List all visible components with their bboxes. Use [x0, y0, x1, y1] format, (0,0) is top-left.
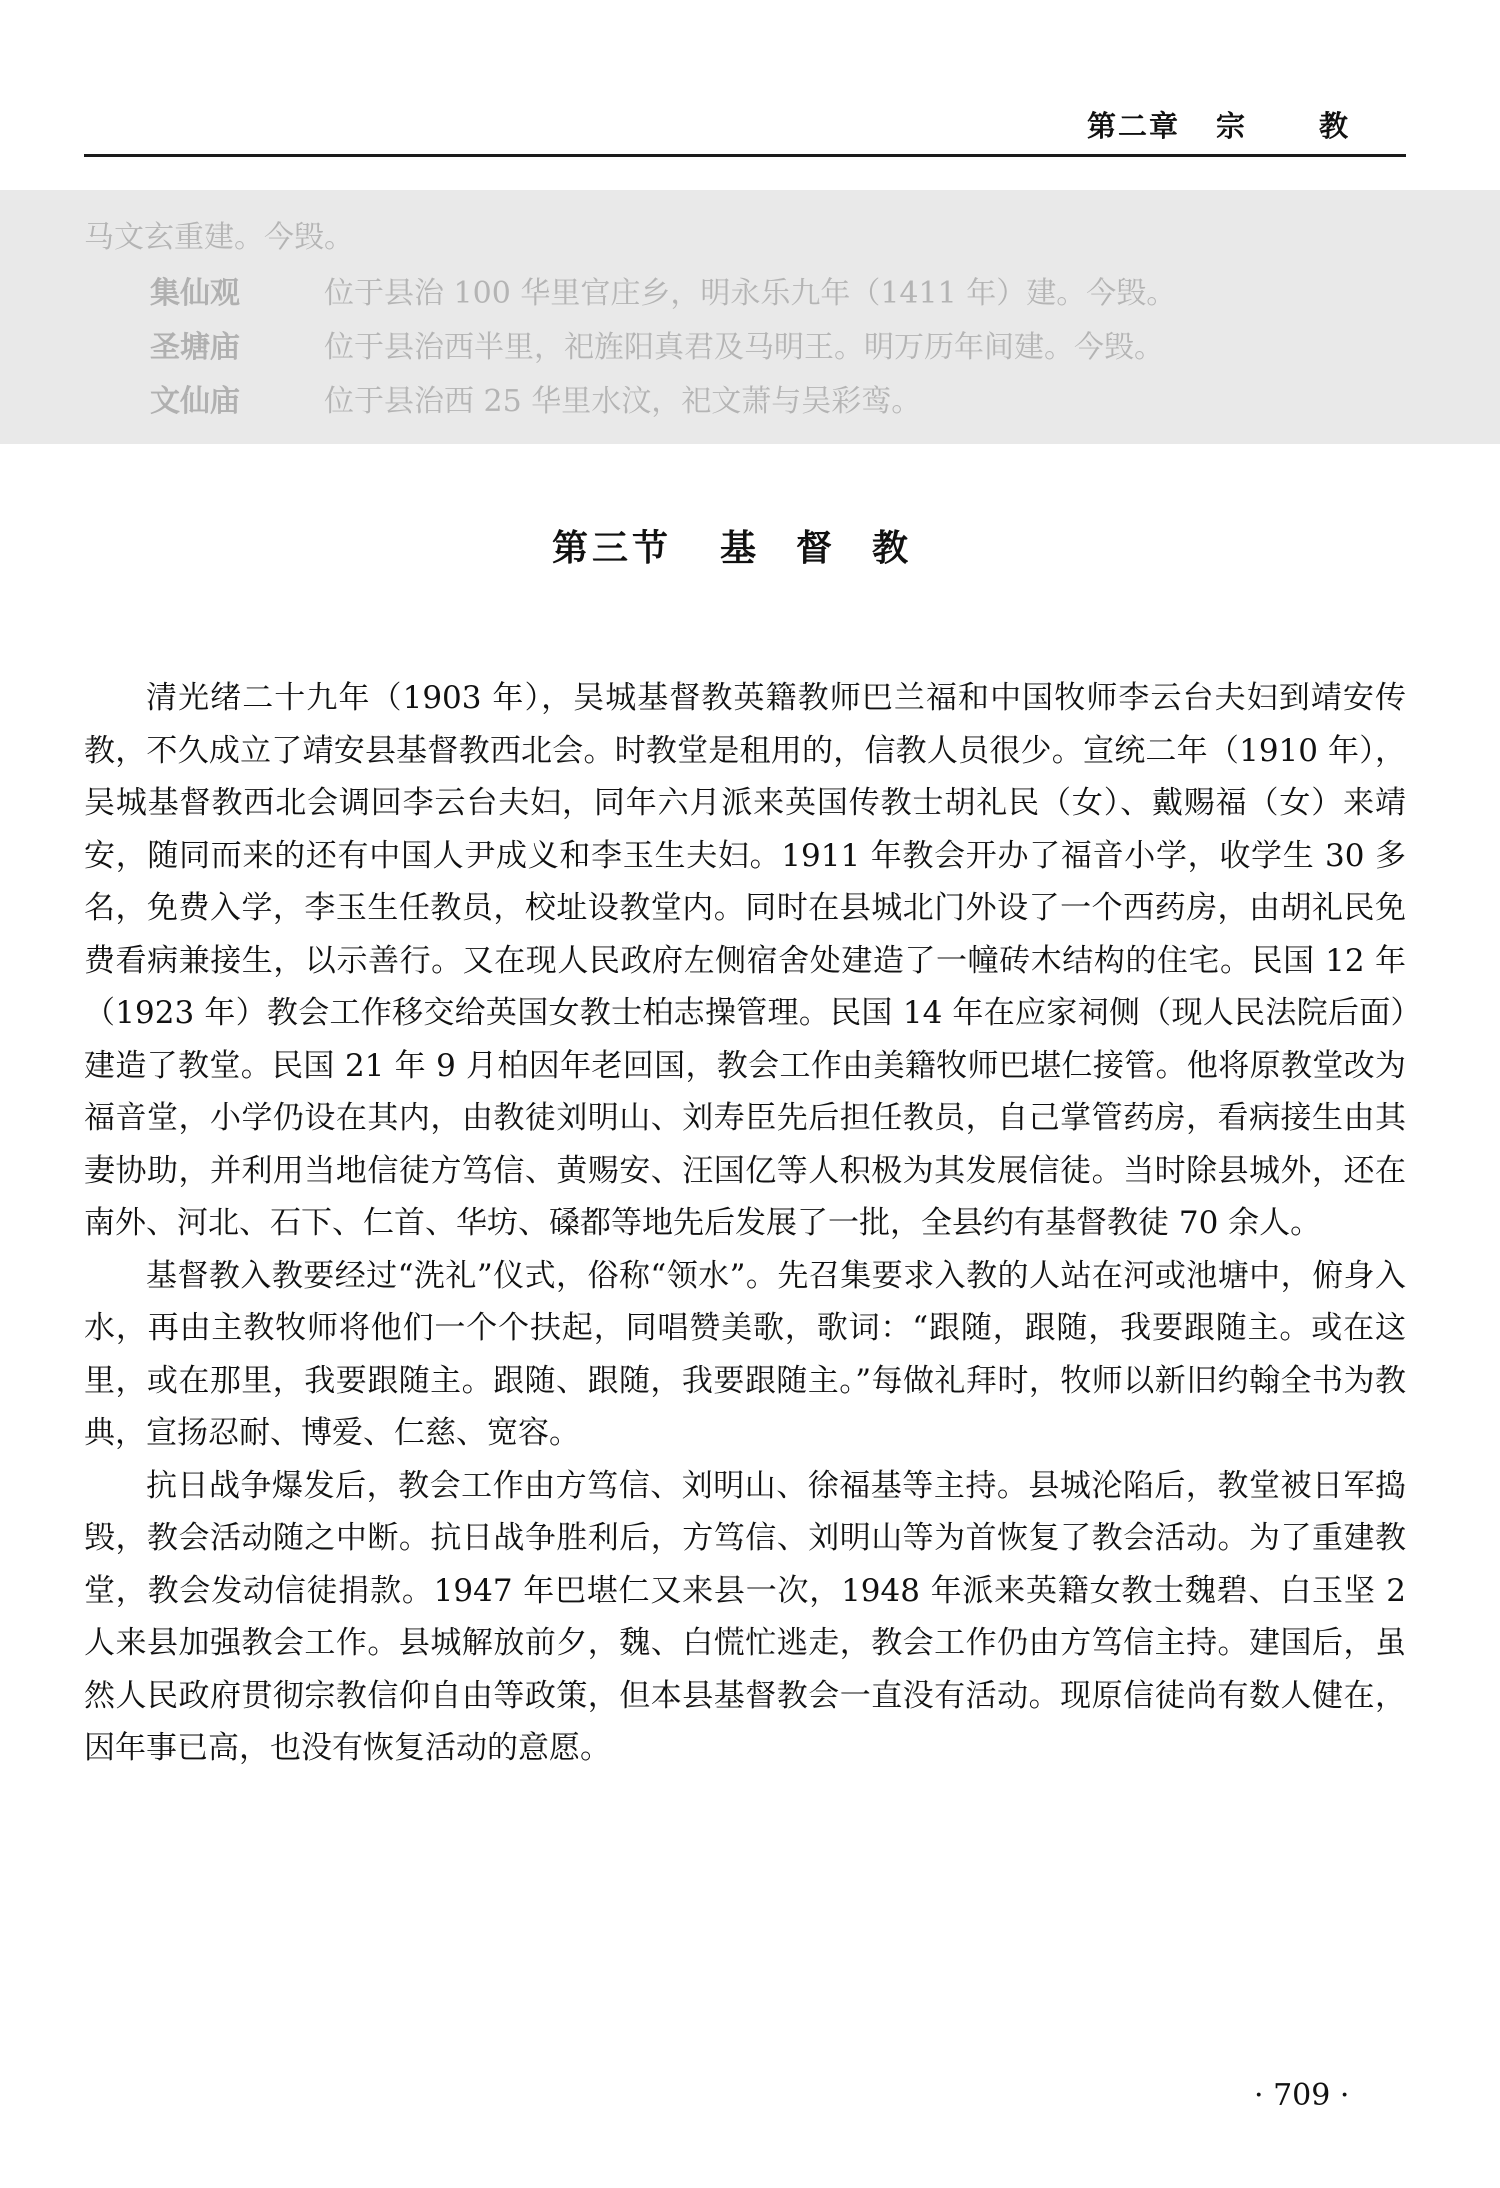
previous-section-overlay — [0, 190, 1500, 444]
temple-name: 集仙观 — [150, 276, 240, 311]
section-title — [0, 520, 1500, 571]
chapter-heading — [1087, 104, 1350, 145]
temple-description: 位于县治西半里，祀旌阳真君及马明王。明万历年间建。今毁。 — [324, 330, 1164, 365]
running-header — [84, 100, 1406, 158]
temple-description: 位于县治 100 华里官庄乡，明永乐九年（1411 年）建。今毁。 — [324, 276, 1177, 311]
section-body — [84, 672, 1406, 1775]
temple-entry — [150, 268, 1176, 312]
body-paragraph: 清光绪二十九年（1903 年），吴城基督教英籍教师巴兰福和中国牧师李云台夫妇到靖安传教，不久成立了靖安县基督教西北会。时教堂是租用的，信教人员很少。宣统二年（1910 年），吴城基督教西北会调回李云台夫妇，同年六月派来英国传教士胡礼民（女）、戴赐福（女）来靖安，随同而来的还有中国人尹成义和李玉生夫妇。1911 年教会开办了福音小学，收学生 30 多名，免费入学，李玉生任教员，校址设教堂内。同时在县城北门外设了一个西药房，由胡礼民免费看病兼接生，以示善行。又在现人民政府左侧宿舍处建造了一幢砖木结构的住宅。民国 12 年（1923 年）教会工作移交给英国女教士柏志操管理。民国 14 年在应家祠侧（现人民法院后面）建造了教堂。民国 21 年 9 月柏因年老回国，教会工作由美籍牧师巴堪仁接管。他将原教堂改为福音堂，小学仍设在其内，由教徒刘明山、刘寿臣先后担任教员，自己掌管药房，看病接生由其妻协助，并利用当地信徒方笃信、黄赐安、汪国亿等人积极为其发展信徒。当时除县城外，还在南外、河北、石下、仁首、华坊、磉都等地先后发展了一批，全县约有基督教徒 70 余人。 — [84, 680, 1406, 1241]
header-rule — [84, 154, 1406, 157]
page-number: · 709 · — [1254, 2078, 1350, 2113]
temple-entry — [150, 376, 921, 420]
temple-description: 位于县治西 25 华里水汶，祀文萧与吴彩鸾。 — [324, 384, 922, 419]
chapter-topic-second: 教 — [1318, 109, 1350, 143]
chapter-label: 第二章 — [1086, 109, 1180, 143]
previous-continuation-text: 马文玄重建。今毁。 — [84, 220, 354, 255]
temple-name: 文仙庙 — [150, 384, 240, 419]
temple-entry — [150, 322, 1164, 366]
chapter-topic-first: 宗 — [1215, 109, 1247, 143]
section-label: 第三节 — [551, 527, 672, 569]
temple-name: 圣塘庙 — [150, 330, 240, 365]
body-paragraph: 抗日战争爆发后，教会工作由方笃信、刘明山、徐福基等主持。县城沦陷后，教堂被日军捣毁，教会活动随之中断。抗日战争胜利后，方笃信、刘明山等为首恢复了教会活动。为了重建教堂，教会发动信徒捐款。1947 年巴堪仁又来县一次，1948 年派来英籍女教士魏碧、白玉坚 2 人来县加强教会工作。县城解放前夕，魏、白慌忙逃走，教会工作仍由方笃信主持。建国后，虽然人民政府贯彻宗教信仰自由等政策，但本县基督教会一直没有活动。现原信徒尚有数人健在，因年事已高，也没有恢复活动的意愿。 — [84, 1467, 1406, 1766]
body-paragraph: 基督教入教要经过“洗礼”仪式，俗称“领水”。先召集要求入教的人站在河或池塘中，俯身入水，再由主教牧师将他们一个个扶起，同唱赞美歌，歌词：“跟随，跟随，我要跟随主。或在这里，或在那里，我要跟随主。跟随、跟随，我要跟随主。”每做礼拜时，牧师以新旧约翰全书为教典，宣扬忍耐、博爱、仁慈、宽容。 — [84, 1257, 1406, 1451]
section-topic: 基督教 — [720, 527, 949, 569]
